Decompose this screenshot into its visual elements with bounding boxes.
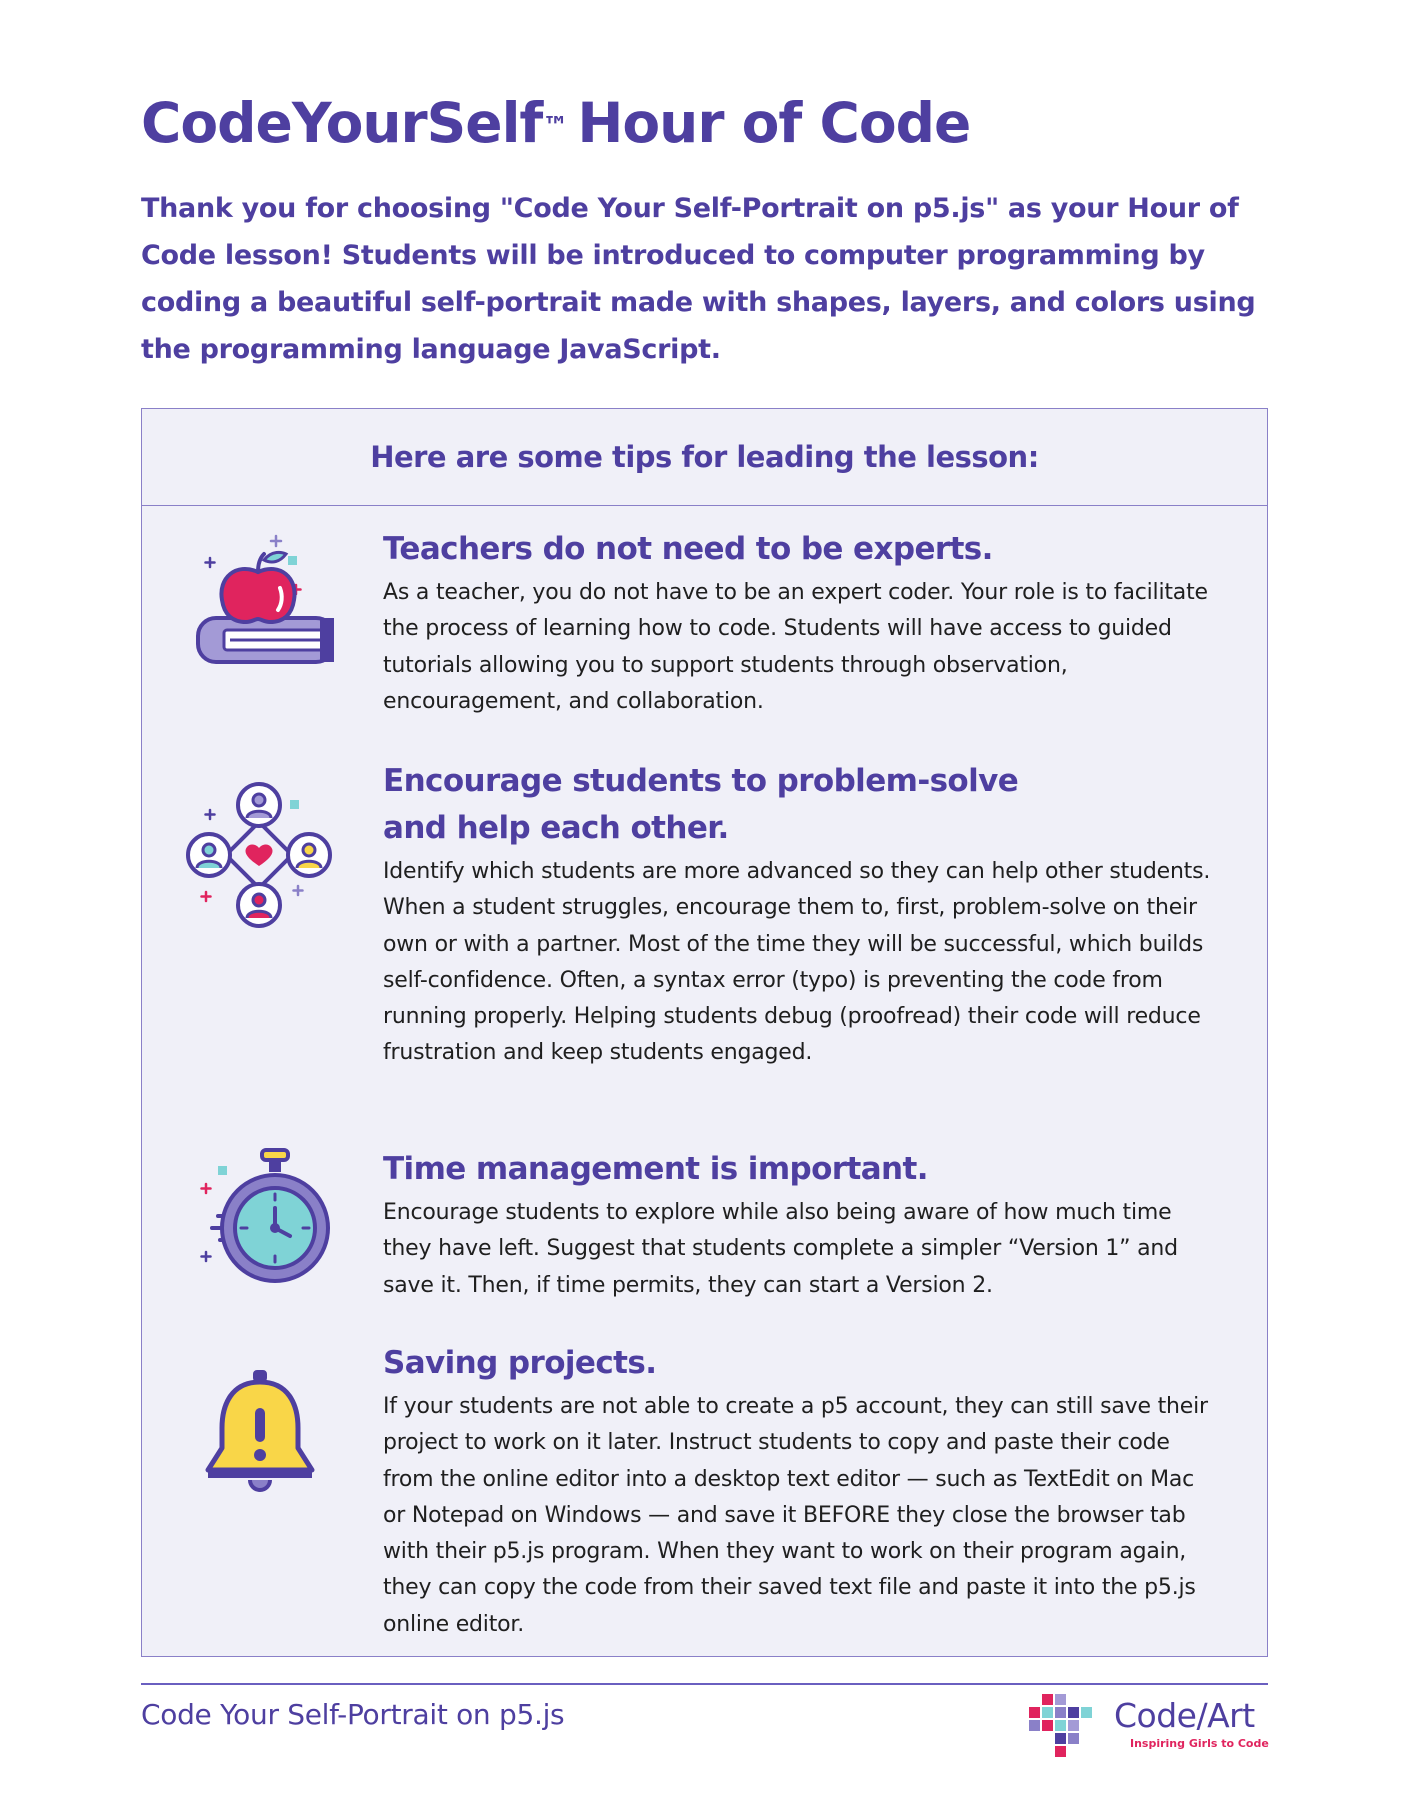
bell-alert-icon bbox=[184, 1366, 334, 1516]
footer-divider bbox=[141, 1683, 1268, 1685]
pixel-logo-icon bbox=[1024, 1694, 1104, 1762]
apple-on-book-icon bbox=[184, 530, 334, 680]
tip-heading-line-2: and help each other. bbox=[383, 810, 729, 846]
connected-people-icon bbox=[184, 780, 334, 930]
tip-text: Encourage students to explore while also being aware of how much time they have left. Suggest that students complete a simpler “Version 1” and save it. Then, if time permits, they can start a Version 2. bbox=[383, 1200, 1178, 1298]
tip-body bbox=[383, 1146, 1213, 1304]
intro-paragraph: Thank you for choosing "Code Your Self-Portrait on p5.js" as your Hour of Code lesson! Students will be introduced to computer programming by coding a beautiful self-portrait made with shapes, layers, and colors using the programming language JavaScript. bbox=[141, 193, 1256, 365]
tip-text: If your students are not able to create a p5 account, they can still save their project to work on it later. Instruct students to copy and paste their code from the online editor into a desktop text editor — such as TextEdit on Mac or Notepad on Windows — and save it BEFORE they close the browser tab with their p5.js program. When they want to work on their program again, they can copy the code from their saved text file and paste it into the p5.js online editor. bbox=[383, 1394, 1208, 1637]
tip-body bbox=[383, 526, 1213, 720]
title-main: CodeYourSelf bbox=[141, 91, 543, 155]
tip-heading-line-1: Encourage students to problem-solve bbox=[383, 763, 1019, 799]
tip-body bbox=[383, 758, 1213, 1072]
page-title bbox=[141, 88, 970, 158]
stopwatch-icon bbox=[184, 1146, 334, 1296]
tip-text: Identify which students are more advanced so they can help other students. When a student struggles, encourage them to, first, problem-solve on their own or with a partner. Most of the time they will be successful, which builds self-confidence. Often, a syntax error (typo) is preventing the code from running properly. Helping students debug (proofread) their code will reduce frustration and keep students engaged. bbox=[383, 859, 1211, 1066]
tip-text: As a teacher, you do not have to be an expert coder. Your role is to facilitate the process of learning how to code. Students will have access to guided tutorials allowing you to support students through observation, encouragement, and collaboration. bbox=[383, 580, 1208, 714]
tip-heading: Time management is important. bbox=[383, 1151, 928, 1187]
tip-heading: Teachers do not need to be experts. bbox=[383, 531, 993, 567]
logo-tagline: Inspiring Girls to Code bbox=[1130, 1737, 1269, 1750]
footer-title: Code Your Self-Portrait on p5.js bbox=[141, 1698, 565, 1731]
tip-heading: Saving projects. bbox=[383, 1345, 657, 1381]
logo-wordmark: Code/Art bbox=[1114, 1696, 1255, 1735]
tip-heading bbox=[383, 758, 1213, 852]
tips-panel bbox=[141, 408, 1268, 1657]
code-art-logo bbox=[1024, 1694, 1274, 1762]
tip-body bbox=[383, 1340, 1213, 1643]
title-suffix: Hour of Code bbox=[577, 91, 971, 155]
tips-heading: Here are some tips for leading the lesson: bbox=[142, 409, 1267, 506]
trademark-symbol: ™ bbox=[542, 112, 568, 142]
